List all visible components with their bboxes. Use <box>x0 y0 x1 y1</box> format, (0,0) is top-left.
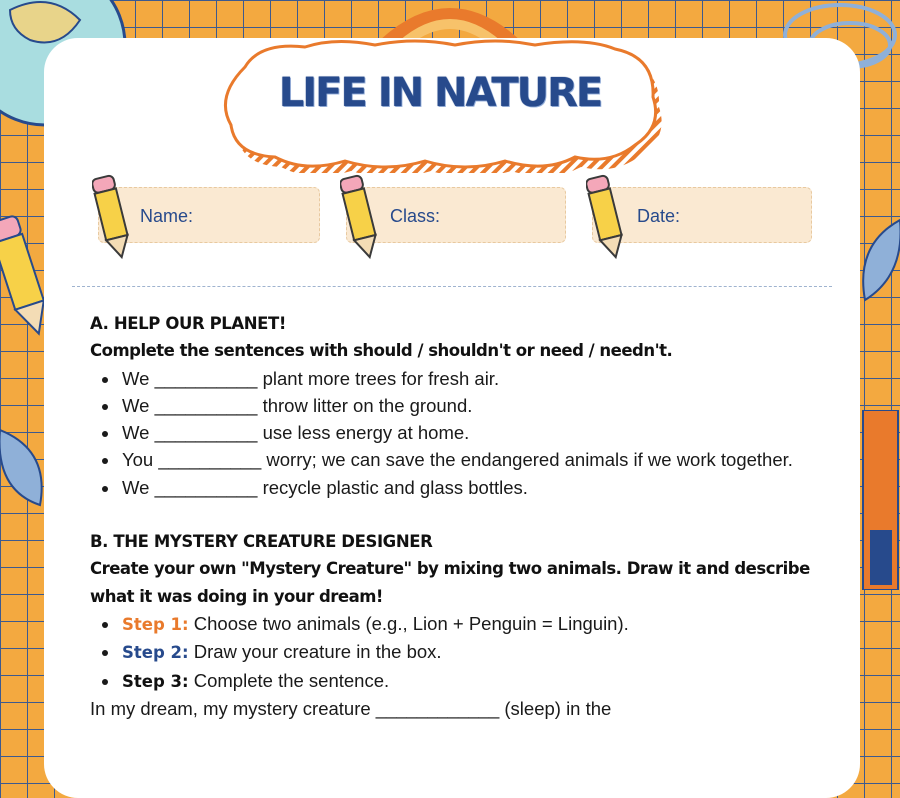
list-item: • We __________ recycle plastic and glass bottles. <box>120 474 820 501</box>
section-a-instruction: Complete the sentences with should / shouldn't or need / needn't. <box>90 341 673 361</box>
section-a-list <box>90 365 820 501</box>
dashed-divider <box>72 286 832 287</box>
step-3-label: Step 3: <box>122 671 189 691</box>
list-item: • Step 1: Choose two animals (e.g., Lion + Penguin = Linguin). <box>120 610 820 638</box>
class-label: Class: <box>390 206 441 226</box>
leaf-decoration-right <box>855 215 900 305</box>
pencil-icon <box>92 172 134 264</box>
list-item: • We __________ plant more trees for fresh air. <box>120 365 820 392</box>
date-label: Date: <box>637 206 681 226</box>
dream-sentence: In my dream, my mystery creature ____________ (sleep) in the <box>90 697 612 719</box>
saw-decoration <box>858 410 900 590</box>
pencil-icon <box>586 172 628 264</box>
name-label: Name: <box>140 206 194 226</box>
list-item: • You __________ worry; we can save the endangered animals if we work together. <box>120 446 820 473</box>
worksheet-content <box>90 310 820 722</box>
step-2-label: Step 2: <box>122 643 189 663</box>
section-b-steps <box>90 610 820 695</box>
pencil-icon <box>340 172 382 264</box>
list-item: • Step 2: Draw your creature in the box. <box>120 638 820 666</box>
section-a-heading: A. HELP OUR PLANET! <box>90 314 287 333</box>
list-item: • We __________ use less energy at home. <box>120 419 820 446</box>
section-b-instruction: Create your own "Mystery Creature" by mixing two animals. Draw it and describe what it was doing in your dream! <box>90 559 810 606</box>
list-item: • Step 3: Complete the sentence. <box>120 667 820 695</box>
page-title: LIFE IN NATURE <box>278 70 602 116</box>
list-item: • We __________ throw litter on the ground. <box>120 392 820 419</box>
section-b-heading: B. THE MYSTERY CREATURE DESIGNER <box>90 532 433 552</box>
step-1-label: Step 1: <box>122 614 189 634</box>
